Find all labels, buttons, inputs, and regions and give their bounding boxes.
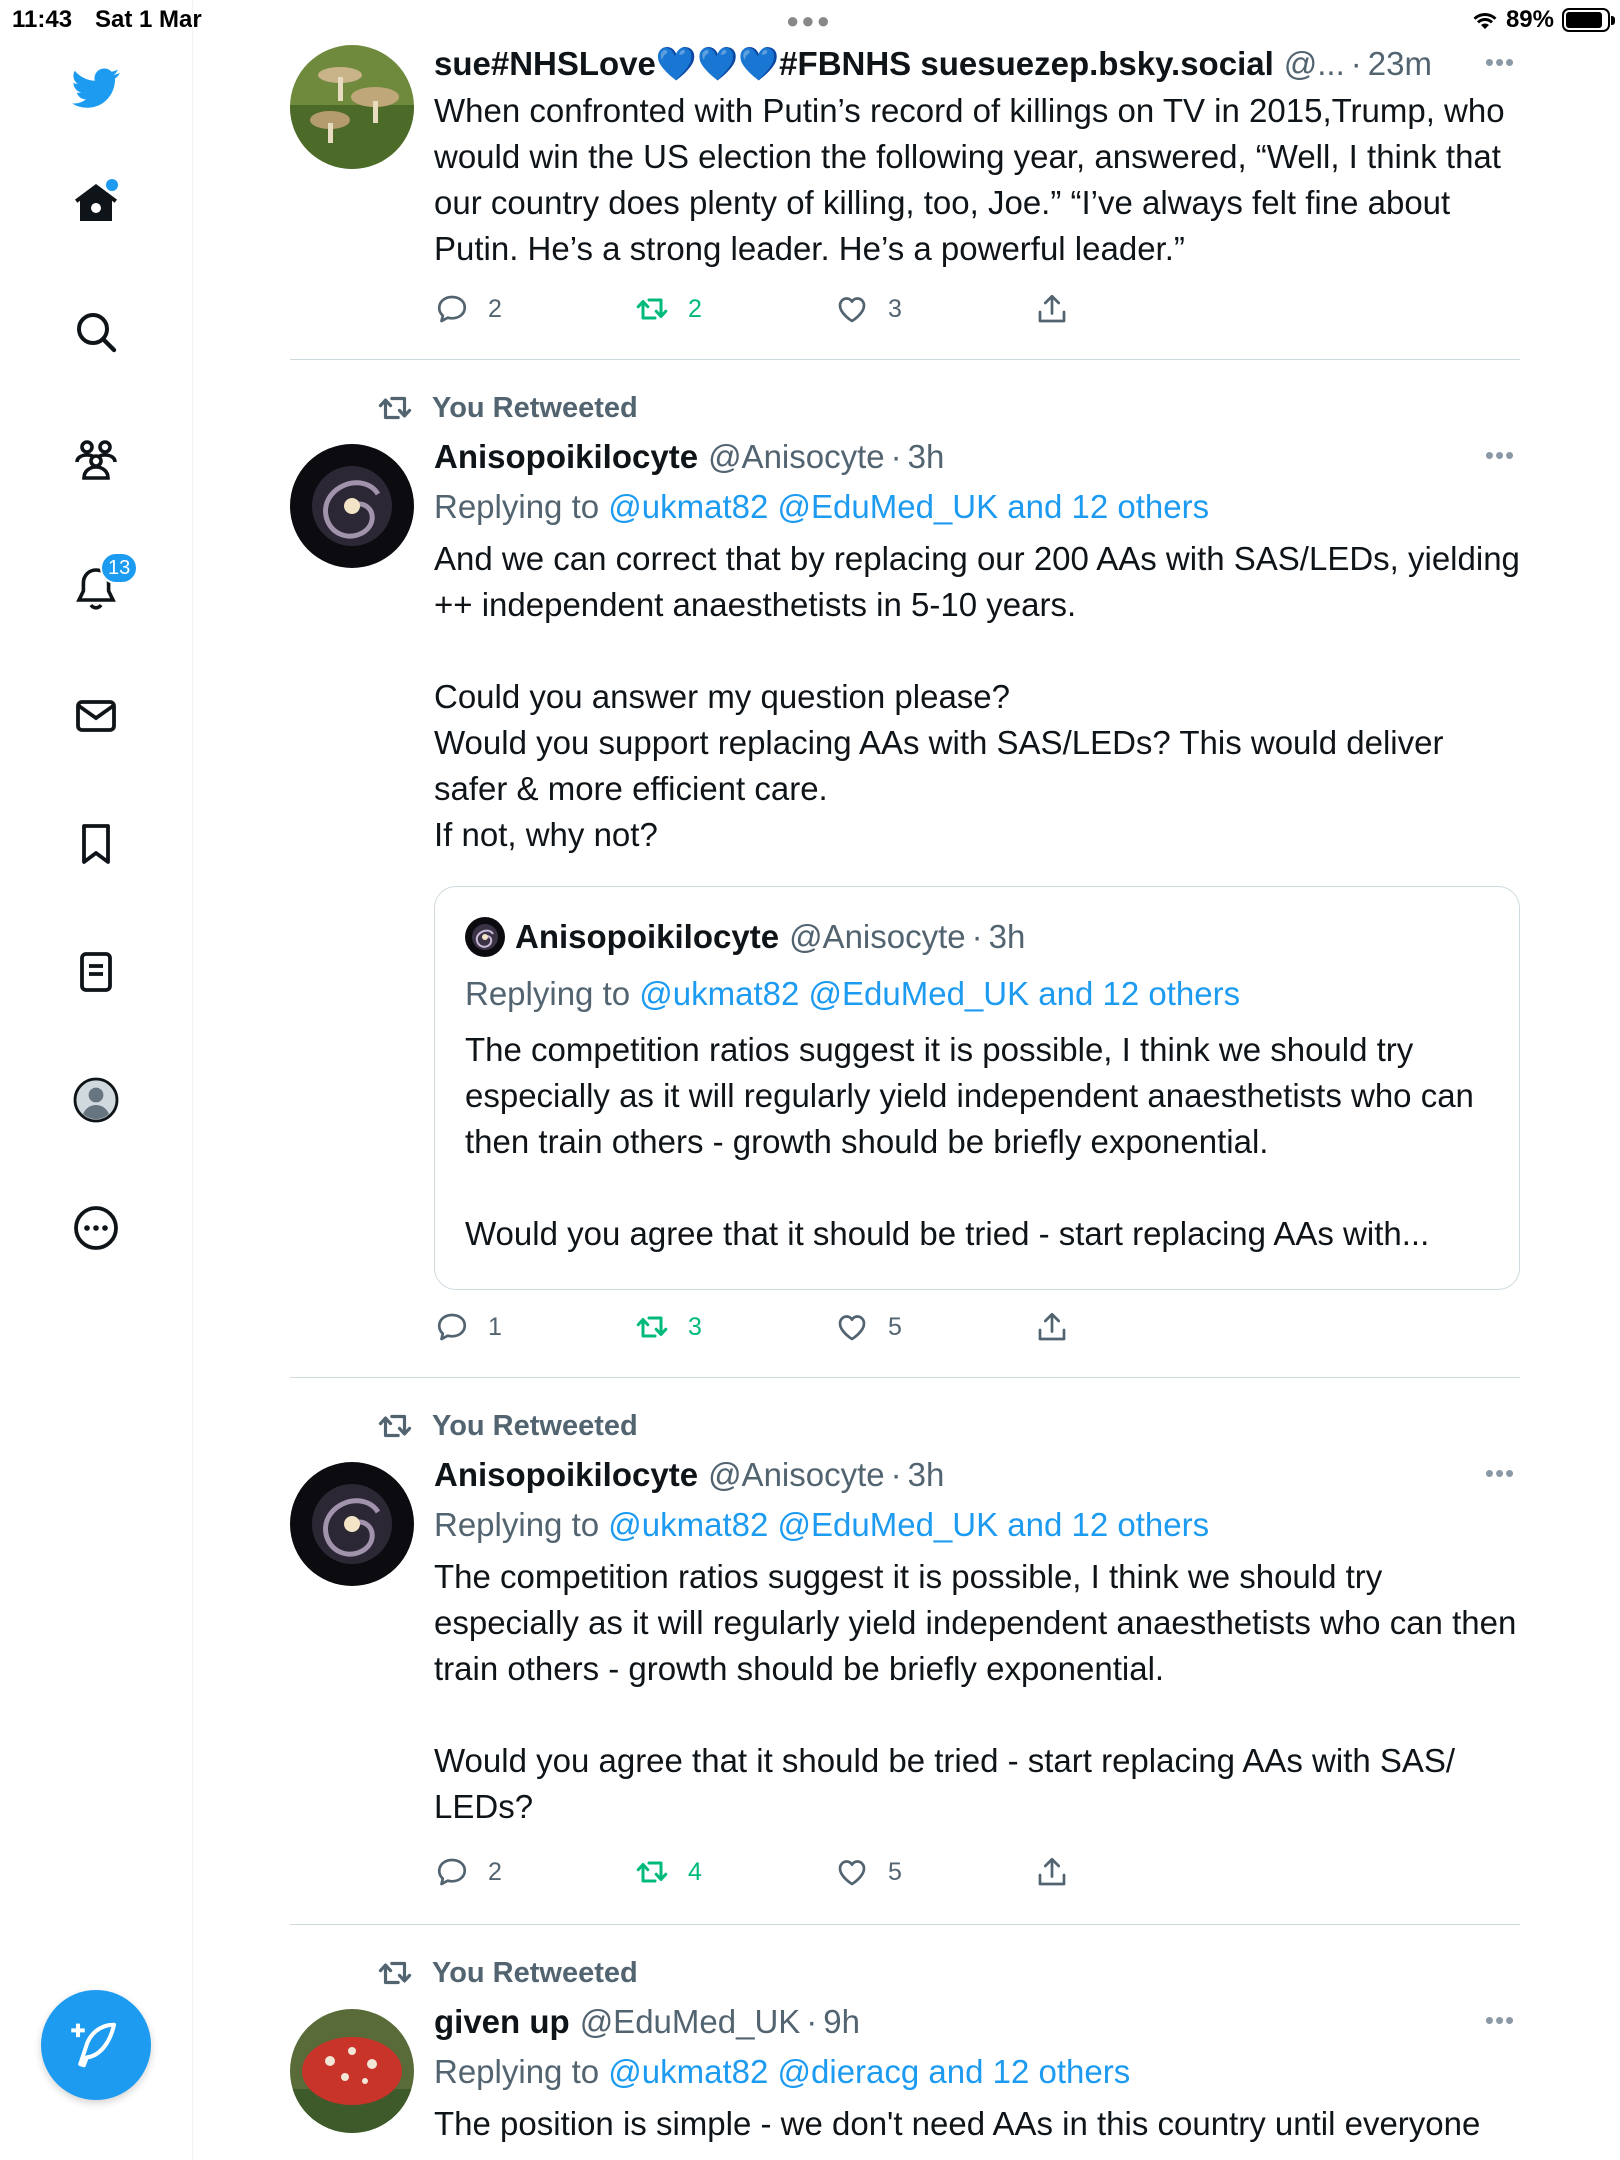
retweeted-label: You Retweeted bbox=[432, 1956, 638, 1989]
home-unread-dot bbox=[106, 179, 118, 191]
tweet-paragraph bbox=[434, 1692, 1520, 1738]
author-name[interactable]: Anisopoikilocyte bbox=[434, 438, 699, 475]
tweet-paragraph: And we can correct that by replacing our 200 AAs with SAS/LEDs, yielding ++ independent anaesthetists in 5-10 years. bbox=[434, 540, 1520, 623]
retweeted-label: You Retweeted bbox=[432, 1409, 638, 1442]
tweet-content bbox=[434, 438, 1520, 858]
like-count: 5 bbox=[888, 1857, 902, 1886]
author-handle[interactable]: @Anisocyte bbox=[708, 1456, 885, 1493]
communities-icon[interactable] bbox=[60, 424, 132, 496]
quoted-tweet-time: 3h bbox=[988, 918, 1026, 955]
share-button[interactable] bbox=[1034, 1309, 1070, 1345]
tweet-divider bbox=[290, 1924, 1520, 1925]
battery-icon bbox=[1562, 8, 1610, 32]
profile-avatar-icon[interactable] bbox=[60, 1064, 132, 1136]
tweet-divider bbox=[290, 1377, 1520, 1378]
replying-to-mentions[interactable]: @ukmat82 @EduMed_UK and 12 others bbox=[608, 488, 1210, 525]
tweet-content bbox=[434, 1456, 1520, 1830]
share-icon bbox=[1034, 291, 1070, 327]
heart-icon bbox=[834, 1309, 870, 1345]
tweet-header bbox=[434, 1456, 1520, 1494]
replying-to-mentions[interactable]: @ukmat82 @dieracg and 12 others bbox=[608, 2053, 1131, 2090]
retweeted-indicator bbox=[376, 389, 638, 427]
tweet-paragraph: Would you agree that it should be tried - start replacing AAs with SAS/ LEDs? bbox=[434, 1742, 1456, 1825]
quoted-avatar-galaxy bbox=[465, 917, 505, 957]
retweeted-indicator bbox=[376, 1954, 638, 1992]
retweet-icon bbox=[634, 291, 670, 327]
multitasking-dots-icon[interactable]: ●●● bbox=[786, 8, 832, 33]
quoted-paragraph: The competition ratios suggest it is possible, I think we should try especially as it will regularly yield independent anaesthetists who can then train others - growth should be briefly exponential. bbox=[465, 1031, 1474, 1160]
quoted-paragraph bbox=[465, 1165, 1485, 1211]
compose-feather-icon bbox=[69, 2018, 123, 2072]
tweet-time[interactable]: 9h bbox=[823, 2003, 861, 2040]
tweet-text bbox=[434, 88, 1520, 272]
tweet-header bbox=[434, 438, 1520, 476]
reply-count: 1 bbox=[488, 1312, 502, 1341]
tweet-actions bbox=[434, 1309, 1134, 1353]
replying-to-prefix: Replying to bbox=[434, 1506, 600, 1543]
quoted-author-handle: @Anisocyte bbox=[789, 918, 966, 955]
more-options-icon[interactable]: ••• bbox=[1484, 1458, 1516, 1488]
replying-to bbox=[434, 488, 1520, 526]
messages-icon[interactable] bbox=[60, 680, 132, 752]
avatar-red-mushroom[interactable] bbox=[290, 2009, 414, 2133]
retweet-button[interactable] bbox=[634, 291, 702, 327]
notifications-badge: 13 bbox=[100, 552, 138, 584]
tweet-actions bbox=[434, 1854, 1134, 1898]
more-options-icon[interactable]: ••• bbox=[1484, 440, 1516, 470]
share-icon bbox=[1034, 1309, 1070, 1345]
replying-to-prefix: Replying to bbox=[434, 2053, 600, 2090]
tweet-text bbox=[434, 536, 1520, 858]
tweet-paragraph: When confronted with Putin’s record of killings on TV in 2015,Trump, who would win the US election the following year, answered, “Well, I think that our country does plenty of killing, too, Joe.” “I’ve always felt fine about Putin. He’s a strong leader. He’s a powerful leader.” bbox=[434, 92, 1505, 267]
dot-separator: · bbox=[890, 1456, 902, 1493]
reply-icon bbox=[434, 1854, 470, 1890]
tweet-paragraph: If not, why not? bbox=[434, 816, 658, 853]
reply-count: 2 bbox=[488, 294, 502, 323]
tweet-content bbox=[434, 2003, 1520, 2147]
like-button[interactable] bbox=[834, 1309, 902, 1345]
retweeted-indicator bbox=[376, 1407, 638, 1445]
author-handle[interactable]: @Anisocyte bbox=[708, 438, 885, 475]
replying-to-mentions[interactable]: @ukmat82 @EduMed_UK and 12 others bbox=[608, 1506, 1210, 1543]
quoted-tweet-header bbox=[465, 917, 1025, 957]
bookmarks-icon[interactable] bbox=[60, 808, 132, 880]
retweeted-label: You Retweeted bbox=[432, 391, 638, 424]
retweet-count: 3 bbox=[688, 1312, 702, 1341]
tweet-time[interactable]: 23m bbox=[1367, 45, 1432, 82]
retweet-button[interactable] bbox=[634, 1309, 702, 1345]
tweet-time[interactable]: 3h bbox=[907, 1456, 945, 1493]
quoted-author-name: Anisopoikilocyte bbox=[515, 918, 780, 955]
reply-count: 2 bbox=[488, 1857, 502, 1886]
retweet-small-icon bbox=[376, 389, 414, 427]
retweet-count: 2 bbox=[688, 294, 702, 323]
wifi-icon bbox=[1472, 10, 1498, 30]
quoted-replying-to bbox=[465, 975, 1240, 1013]
replying-to bbox=[434, 2053, 1520, 2091]
tweet-paragraph: The position is simple - we don't need AAs in this country until everyone bbox=[434, 2105, 1481, 2142]
tweet-text bbox=[434, 2101, 1520, 2147]
tweet-paragraph: Would you support replacing AAs with SAS/LEDs? This would deliver safer & more efficient care. bbox=[434, 724, 1444, 807]
more-options-icon[interactable]: ••• bbox=[1484, 47, 1516, 77]
like-count: 5 bbox=[888, 1312, 902, 1341]
more-options-icon[interactable] bbox=[60, 1192, 132, 1264]
reply-button[interactable] bbox=[434, 1309, 502, 1345]
tweet-header bbox=[434, 45, 1520, 84]
author-name[interactable]: sue#NHSLove💙💙💙#FBNHS suesuezep.bsky.social bbox=[434, 45, 1274, 82]
author-handle[interactable]: @EduMed_UK bbox=[579, 2003, 801, 2040]
more-options-icon[interactable]: ••• bbox=[1484, 2005, 1516, 2035]
retweet-small-icon bbox=[376, 1954, 414, 1992]
dot-separator: · bbox=[890, 438, 902, 475]
quoted-tweet[interactable] bbox=[434, 886, 1520, 1290]
retweet-button[interactable] bbox=[634, 1854, 702, 1890]
like-button[interactable] bbox=[834, 291, 902, 327]
like-button[interactable] bbox=[834, 1854, 902, 1890]
search-icon[interactable] bbox=[60, 296, 132, 368]
tweet-paragraph: The competition ratios suggest it is possible, I think we should try especially as it will regularly yield independent anaesthetists who can then train others - growth should be briefly exponential. bbox=[434, 1558, 1517, 1687]
battery-percent: 89% bbox=[1505, 6, 1554, 33]
replying-to-prefix: Replying to bbox=[465, 975, 631, 1012]
replying-to-prefix: Replying to bbox=[434, 488, 600, 525]
dot-separator: · bbox=[806, 2003, 818, 2040]
share-icon bbox=[1034, 1854, 1070, 1890]
tweet-content bbox=[434, 45, 1520, 272]
tweet-header bbox=[434, 2003, 1520, 2041]
author-name[interactable]: given up bbox=[434, 2003, 570, 2040]
status-bar bbox=[0, 0, 1620, 40]
reply-icon bbox=[434, 291, 470, 327]
lists-icon[interactable] bbox=[60, 936, 132, 1008]
battery-fill bbox=[1566, 12, 1602, 28]
share-button[interactable] bbox=[1034, 291, 1070, 327]
home-icon[interactable] bbox=[60, 167, 132, 239]
status-right bbox=[1472, 6, 1610, 34]
notifications-icon[interactable] bbox=[60, 552, 132, 624]
dot-separator: · bbox=[1350, 45, 1362, 82]
compose-tweet-button[interactable] bbox=[41, 1990, 151, 2100]
tweet-time[interactable]: 3h bbox=[907, 438, 945, 475]
reply-button[interactable] bbox=[434, 291, 502, 327]
replying-to-mentions[interactable]: @ukmat82 @EduMed_UK and 12 others bbox=[639, 975, 1241, 1012]
heart-icon bbox=[834, 291, 870, 327]
heart-icon bbox=[834, 1854, 870, 1890]
quoted-tweet-text bbox=[465, 1027, 1485, 1257]
retweet-small-icon bbox=[376, 1407, 414, 1445]
tweet-text bbox=[434, 1554, 1520, 1830]
status-time: 11:43 bbox=[12, 6, 73, 33]
tweet-paragraph: Could you answer my question please? bbox=[434, 678, 1011, 715]
avatar-galaxy[interactable] bbox=[290, 1462, 414, 1586]
share-button[interactable] bbox=[1034, 1854, 1070, 1890]
twitter-logo-icon[interactable] bbox=[60, 52, 132, 124]
retweet-count: 4 bbox=[688, 1857, 702, 1886]
retweet-icon bbox=[634, 1309, 670, 1345]
tweet-divider bbox=[290, 359, 1520, 360]
author-handle[interactable]: @... bbox=[1283, 45, 1345, 82]
author-name[interactable]: Anisopoikilocyte bbox=[434, 1456, 699, 1493]
avatar-galaxy[interactable] bbox=[290, 444, 414, 568]
reply-button[interactable] bbox=[434, 1854, 502, 1890]
avatar-mushrooms[interactable] bbox=[290, 45, 414, 169]
quoted-paragraph: Would you agree that it should be tried - start replacing AAs with... bbox=[465, 1215, 1430, 1252]
reply-icon bbox=[434, 1309, 470, 1345]
sidebar bbox=[0, 0, 193, 2160]
tweet-actions bbox=[434, 291, 1134, 335]
retweet-icon bbox=[634, 1854, 670, 1890]
status-date: Sat 1 Mar bbox=[95, 6, 202, 33]
replying-to bbox=[434, 1506, 1520, 1544]
tweet-paragraph bbox=[434, 628, 1520, 674]
like-count: 3 bbox=[888, 294, 902, 323]
dot-separator: · bbox=[971, 918, 983, 955]
